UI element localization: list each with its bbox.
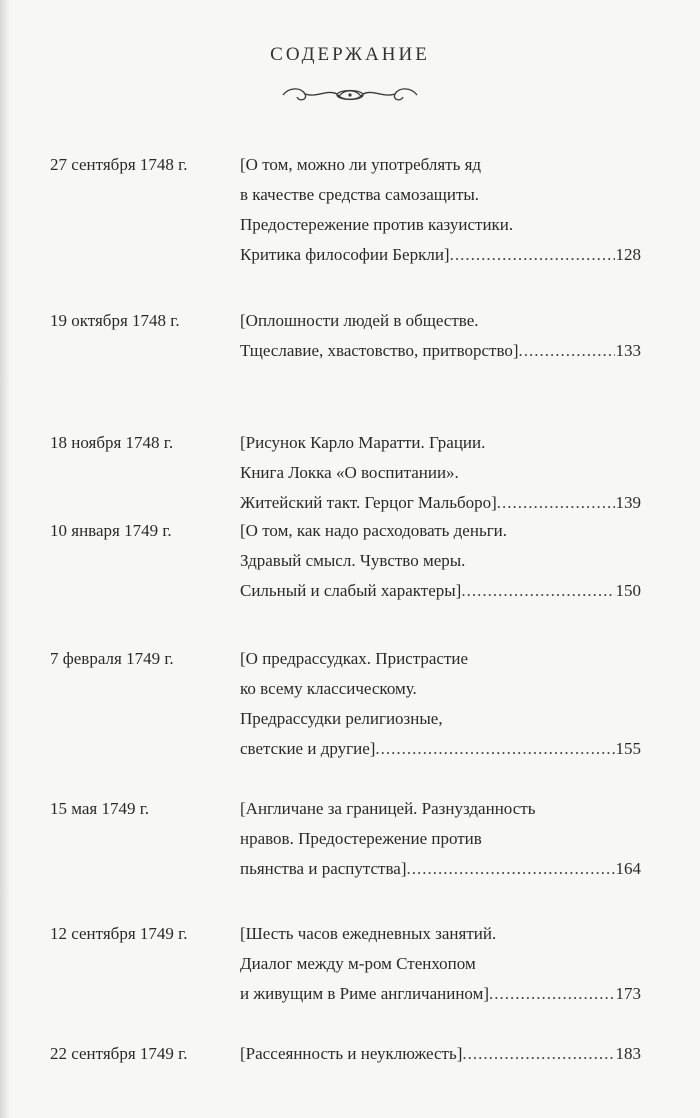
- entry-line: [Англичане за границей. Разнузданность: [240, 799, 536, 818]
- dot-leader: [450, 240, 615, 270]
- entry-line: [О том, как надо расходовать деньги.: [240, 521, 508, 540]
- entry-description: [240, 306, 660, 366]
- page-edge: [0, 0, 10, 1118]
- entry-line: в качестве средства самозащиты.: [240, 185, 480, 204]
- dot-leader: [407, 854, 615, 884]
- entry-line: Критика философии Беркли]: [240, 245, 450, 264]
- entry-line: светские и другие]: [240, 739, 376, 758]
- dot-leader: [519, 336, 615, 366]
- entry-last-line: [240, 979, 641, 1009]
- entry-description: [240, 516, 660, 606]
- entry-line: Здравый смысл. Чувство меры.: [240, 551, 466, 570]
- page-number: 133: [615, 341, 641, 360]
- ornament-divider-icon: [275, 80, 425, 110]
- entry-last-line: [240, 576, 641, 606]
- entry-line: Предрассудки религиозные,: [240, 709, 443, 728]
- entry-line: Диалог между м-ром Стенхопом: [240, 954, 476, 973]
- page-number: 155: [615, 739, 641, 758]
- entry-last-line: [240, 240, 641, 270]
- entry-last-line: [240, 336, 641, 366]
- entry-line: [Оплошности людей в обществе.: [240, 311, 479, 330]
- entry-date: 22 сентября 1749 г.: [50, 1044, 188, 1063]
- entry-date: 7 февраля 1749 г.: [50, 649, 174, 668]
- entry-line: Книга Локка «О воспитании».: [240, 463, 459, 482]
- entry-last-line: [240, 1039, 641, 1069]
- entry-description: [240, 644, 660, 764]
- entry-date: 27 сентября 1748 г.: [50, 155, 188, 174]
- dot-leader: [461, 576, 614, 606]
- entry-line: Сильный и слабый характеры]: [240, 581, 462, 600]
- entry-line: Житейский такт. Герцог Мальборо]: [240, 493, 497, 512]
- dot-leader: [462, 1039, 614, 1069]
- entry-date: 12 сентября 1749 г.: [50, 924, 188, 943]
- entry-description: [240, 1039, 660, 1069]
- entry-line: ко всему классическому.: [240, 679, 417, 698]
- entry-line: [О том, можно ли употреблять яд: [240, 155, 482, 174]
- dot-leader: [497, 488, 615, 518]
- page-title: СОДЕРЖАНИЕ: [270, 44, 430, 65]
- entry-line: [Рассеянность и неуклюжесть]: [240, 1044, 463, 1063]
- entry-line: Предостережение против казуистики.: [240, 215, 514, 234]
- entry-description: [240, 428, 660, 518]
- entry-last-line: [240, 488, 641, 518]
- page-number: 173: [615, 984, 641, 1003]
- entry-date: 18 ноября 1748 г.: [50, 433, 174, 452]
- entry-description: [240, 150, 660, 270]
- entry-line: [Рисунок Карло Маратти. Грации.: [240, 433, 486, 452]
- entry-date: 19 октября 1748 г.: [50, 311, 180, 330]
- page-number: 150: [615, 581, 641, 600]
- dot-leader: [375, 734, 614, 764]
- entry-line: нравов. Предостережение против: [240, 829, 482, 848]
- dot-leader: [489, 979, 614, 1009]
- entry-line: пьянства и распутства]: [240, 859, 407, 878]
- page-number: 139: [615, 493, 641, 512]
- entry-line: [Шесть часов ежедневных занятий.: [240, 924, 497, 943]
- page-number: 128: [615, 245, 641, 264]
- entry-description: [240, 919, 660, 1009]
- entry-last-line: [240, 734, 641, 764]
- entry-date: 15 мая 1749 г.: [50, 799, 150, 818]
- page-number: 183: [615, 1044, 641, 1063]
- entry-date: 10 января 1749 г.: [50, 521, 172, 540]
- entry-line: [О предрассудках. Пристрастие: [240, 649, 469, 668]
- entry-last-line: [240, 854, 641, 884]
- entry-description: [240, 794, 660, 884]
- entry-line: и живущим в Риме англичанином]: [240, 984, 490, 1003]
- entry-line: Тщеславие, хвастовство, притворство]: [240, 341, 519, 360]
- page-number: 164: [615, 859, 641, 878]
